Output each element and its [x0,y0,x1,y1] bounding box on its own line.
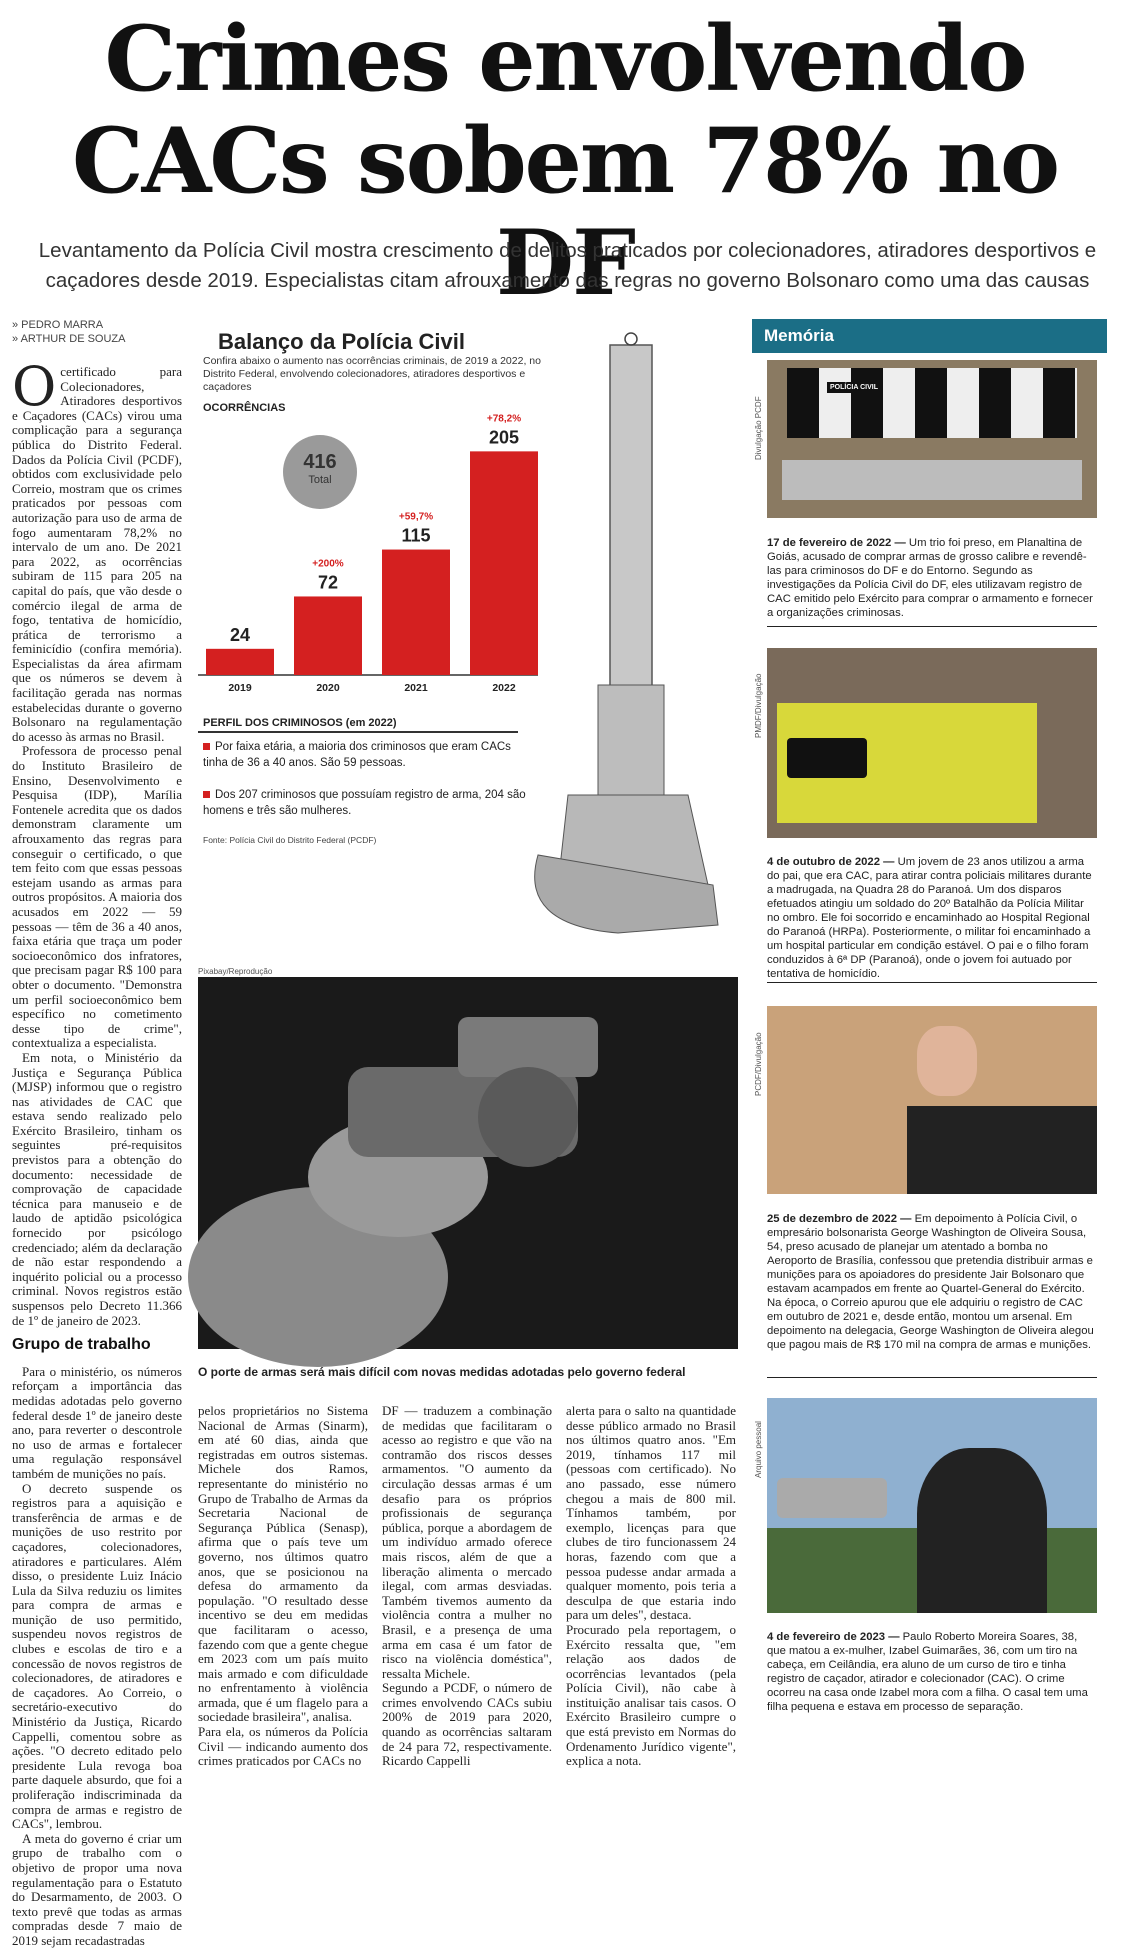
bar-value-label: 24 [229,624,251,645]
article-paragraph-4: Para o ministério, os números reforçam a importância das medidas adotadas pelo governo federal desde 1º de janeiro deste ano, para reverter o descontrole no uso de armas e fortalecer uma regulação responsável também de munições no país. [12,1363,182,1481]
memoria-item-3 [767,1212,1097,1352]
memoria-date-2: 4 de outubro de 2022 — [767,856,895,868]
subhead-grupo-de-trabalho: Grupo de trabalho [12,1336,151,1354]
bar-2019 [206,649,274,675]
memoria-item-1 [767,536,1097,620]
standfirst-line-1: Levantamento da Polícia Civil mostra crescimento de delitos praticados por colecionadores, atiradores desportivos e [38,239,1097,262]
memoria-photo-1 [767,360,1097,518]
memoria-photo-2 [767,648,1097,838]
article-paragraph-5: O decreto suspende os registros para a aquisição e transferência de armas e de munições de uso restrito por caçadores, colecionadores, atiradores e particulares. Além disso, o presidente Luiz Inácio Lula da Silva reduziu os limites para compra de armas e munição de uso permitido, suspendeu novos registros de clubes e escolas de tiro e a concessão de novos registros de colecionadores, de atiradores e de caçadores. Ao Correio, o secretário-executivo do Ministério da Justiça, Ricardo Cappelli, comentou sobre as ações. "O decreto editado pelo presidente Lula revoga boa parte daquele absurdo, que foi a proliferação indiscriminada da compra de armas e registro de CACs", lembrou. [12,1480,182,1832]
chart-subtitle: Confira abaixo o aumento nas ocorrências criminais, de 2019 a 2022, no Distrito Federal, envolvendo colecionadores, atiradores desportivos e caçadores [203,355,541,393]
x-tick-label: 2020 [316,682,340,694]
memoria-date-3: 25 de dezembro de 2022 — [767,1213,912,1225]
memoria-photo-4 [767,1398,1097,1613]
perfil-text-2: Dos 207 criminosos que possuíam registro de arma, 204 são homens e três são mulheres. [203,789,526,817]
bullet-icon [203,791,210,798]
bar-change-label: +78,2% [486,413,522,425]
standfirst-line-2: caçadores desde 2019. Especialistas citam afrouxamento das regras no governo Bolsonaro como uma das causas [45,269,1090,292]
total-label: Total [308,474,332,486]
main-photo-credit: Pixabay/Reprodução [198,967,273,976]
total-value: 416 [303,451,337,473]
perfil-text-1: Por faixa etária, a maioria dos criminosos que eram CACs tinha de 36 a 40 anos. São 59 pessoas. [203,741,511,769]
divider [767,1377,1097,1378]
perfil-item-1 [203,739,533,771]
memoria-text-1: Um trio foi preso, em Planaltina de Goiás, acusado de comprar armas de grosso calibre e revendê-las para criminosos do DF e do Entorno. Segundo as investigações da Polícia Civil do DF, eles utilizavam registro de CAC emitido pelo Exército para comprar o armamento e fornecer a organizações criminosas. [767,537,1093,619]
article-paragraph-1: certificado para Colecionadores, Atiradores desportivos e Caçadores (CACs) virou uma complicação para a segurança pública do Distrito Federal. Dados da Polícia Civil (PCDF), obtidos com exclusividade pelo Correio, mostram que os crimes praticados por pessoas com autorização para uso de arma de fogo aumentaram 78,2% no intervalo de um ano. De 2021 para 2022, as ocorrências subiram de 115 para 205 na capital do país, que vão desde o comércio ilegal de arma de fogo, tentativa de homicídio, prática de terrorismo a feminicídio (confira memória). Especialistas da área afirmam que os números se devem à facilitação gerada nas normas estabelecidas durante o governo Bolsonaro na regulamentação do acesso às armas no Brasil. [12,364,182,744]
bar-2020 [294,596,362,675]
article-paragraph-3: Em nota, o Ministério da Justiça e Segurança Pública (MJSP) informou que o registro nas atividades de CAC que estava sendo realizado pelo Exército Brasileiro, tinham os seguintes pré-requisitos previstos para a obtenção do documento: necessidade de comprovação de capacidade técnica para manuseio e de laudo de aptidão psicológica fornecido por psicólogo credenciado; além da declaração de não estar respondendo a inquérito policial ou a processo criminal. Novos registros estão suspensos pelo Decreto 11.366 de 1º de janeiro de 2023. [12,1049,182,1328]
memoria-date-1: 17 de fevereiro de 2022 — [767,537,906,549]
memoria-text-2: Um jovem de 23 anos utilizou a arma do pai, que era CAC, para atirar contra policiais militares durante a madrugada, na Quadra 28 do Paranoá. Um dos disparos efetuados atingiu um soldado do 20º Batalhão da Polícia Militar no ombro. Ele foi socorrido e encaminhado ao Hospital Regional do Paranoá (HRPa). Posteriormente, o militar foi encaminhado a um hospital particular em condição estável. O pai e o filho foram conduzidos à 6ª DP (Paranoá), onde o jovem foi autuado por tentativa de homicídio. [767,856,1092,980]
x-tick-label: 2019 [228,682,252,694]
revolver-photo [198,977,738,1349]
bylines [12,318,192,346]
bullet-icon [203,743,210,750]
memoria-header: Memória [752,319,1107,353]
headline-line-2: CACs sobem 78% no DF [71,108,1059,316]
divider [767,626,1097,627]
total-circle [283,435,357,509]
article-paragraph-6: A meta do governo é criar um grupo de trabalho com o objetivo de propor uma nova regulamentação para o Estatuto do Desarmamento, de 2003. O texto prevê que todas as armas compradas desde 7 maio de 2019 sejam recadastradas [12,1830,182,1948]
bar-change-label: +200% [312,558,344,570]
memoria-item-2 [767,855,1097,981]
perfil-item-2 [203,787,533,819]
bar-change-label: +59,7% [398,511,434,523]
x-tick-label: 2022 [492,682,516,694]
byline-2: » ARTHUR DE SOUZA [12,333,126,345]
article-column-3: DF — traduzem a combinação de medidas que facilitaram o acesso ao registro e que vão na contramão dos riscos desses armamentos. "O aumento da circulação dessas armas é um desafio para os próprios profissionais de segurança pública, porque a abordagem de um indivíduo armado oferece mais riscos, além de que a liberação alimenta o mercado ilegal, com armas desviadas. Também tivemos aumento da violência contra a mulher no Brasil, e a presença de uma arma em casa é um fator de risco na violência doméstica", ressalta Michele. Segundo a PCDF, o número de crimes envolvendo CACs subiu 200% de 2019 para 2020, quando as ocorrências saltaram de 24 para 72, respectivamente. Ricardo Cappelli [382,1403,552,1769]
headline-line-1: Crimes envolvendo [104,6,1026,112]
memoria-text-4: Paulo Roberto Moreira Soares, 38, que matou a ex-mulher, Izabel Guimarães, 36, com um tiro na cabeça, em Ceilândia, era aluno de um curso de tiro e tinha registro de caçador, atirador e colecionador (CAC). O crime ocorreu na casa onde Izabel mora com a filha. O casal tem uma filha pequena e estava em processo de separação. [767,1631,1088,1713]
x-tick-label: 2021 [404,682,428,694]
article-column-4: alerta para o salto na quantidade desse público armado no Brasil nos últimos quatro anos. "Em 2019, tínhamos 117 mil (pessoas com certificado). No ano passado, esse número chegou a mais de 800 mil. Tínhamos também, por exemplo, licenças para que clubes de tiro funcionassem 24 horas, fazendo com que a pessoa pudesse andar armada a qualquer momento, pois teria a desculpa de que estaria indo para um deles", destaca. Procurado pela reportagem, o Exército ressalta que, "em relação aos dados de ocorrências levantados (pela Polícia Civil), não cabe à instituição analisar tais casos. O Exército Brasileiro cumpre o que está previsto em Normas do Ordenamento Jurídico vigente", explica a nota. [566,1403,736,1769]
byline-1: » PEDRO MARRA [12,319,104,331]
chart-title: Balanço da Polícia Civil [218,329,465,354]
bar-chart [198,385,538,705]
chart-source: Fonte: Polícia Civil do Distrito Federal (PCDF) [203,835,377,845]
article-paragraph-2: Professora de processo penal do Instituto Brasileiro de Ensino, Desenvolvimento e Pesquisa (IDP), Marília Fontenele acredita que os dados demonstram claramente um afrouxamento das regras para conseguir o certificado, o que tem feito com que essas pessoas estejam usando as armas para outros propósitos. A maioria dos acusados em 2022 — 59 pessoas — têm de 36 a 40 anos, faixa etária que traça um poder socioeconômico dos infratores, que precisam pagar R$ 100 para obter o documento. "Demonstra um perfil socioeconômico bem específico no cometimento desse tipo de crime", contextualiza a especialista. [12,743,182,1051]
memoria-text-3: Em depoimento à Polícia Civil, o empresário bolsonarista George Washington de Oliveira Sousa, 54, preso acusado de planejar um atentado a bomba no Aeroporto de Brasília, confessou que pretendia distribuir armas e munições para os apoiadores do presidente Jair Bolsonaro que estavam acampados em frente ao Quartel-General do Exército. Na época, o Correio apurou que ele adquiriu o registro de CAC em outubro de 2021 e, desde então, montou um arsenal. Em depoimento na delegacia, George Washington de Oliveira alegou que pagou mais de R$ 170 mil na compra de armas e munições. [767,1213,1094,1351]
divider [767,982,1097,983]
chart-y-label: OCORRÊNCIAS [203,402,286,414]
infographic [198,325,718,935]
memoria-credit-2: PMDF/Divulgação [754,673,763,738]
memoria-item-4 [767,1630,1097,1714]
main-photo-caption: O porte de armas será mais difícil com novas medidas adotadas pelo governo federal [198,1365,686,1379]
memoria-date-4: 4 de fevereiro de 2023 — [767,1631,900,1643]
bar-value-label: 115 [401,525,431,546]
memoria-credit-4: Arquivo pessoal [754,1421,763,1478]
bar-2021 [382,550,450,675]
standfirst [30,236,1105,296]
memoria-photo-3 [767,1006,1097,1194]
perfil-title: PERFIL DOS CRIMINOSOS (em 2022) [203,717,397,729]
memoria-photo-1-sign: POLÍCIA CIVIL [827,382,881,393]
bar-value-label: 72 [317,572,339,593]
perfil-rule [198,731,518,733]
memoria-credit-3: PCDF/Divulgação [754,1032,763,1096]
memoria-credit-1: Divulgação PCDF [754,396,763,460]
drop-cap: O [12,355,57,418]
bar-value-label: 205 [488,427,520,448]
bar-2022 [470,451,538,675]
article-column-1 [12,355,182,1948]
article-column-2: pelos proprietários no Sistema Nacional de Armas (Sinarm), em até 60 dias, ainda que registradas em outros sistemas. Michele dos Ramos, representante do ministério no Grupo de Trabalho de Armas da Secretaria Nacional de Segurança Pública (Senasp), afirma que o país teve um governo, nos últimos quatro anos, que se posicionou na defesa do armamento da população. "O resultado desse incentivo se deu em medidas que facilitaram o acesso, fazendo com que a gente chegue em 2023 com um país muito mais armado e com dificuldade no enfrentamento à violência armada, que é um flagelo para a sociedade brasileira", analisa. Para ela, os números da Polícia Civil — indicando aumento dos crimes praticados por CACs no [198,1403,368,1769]
main-photo [198,977,738,1349]
